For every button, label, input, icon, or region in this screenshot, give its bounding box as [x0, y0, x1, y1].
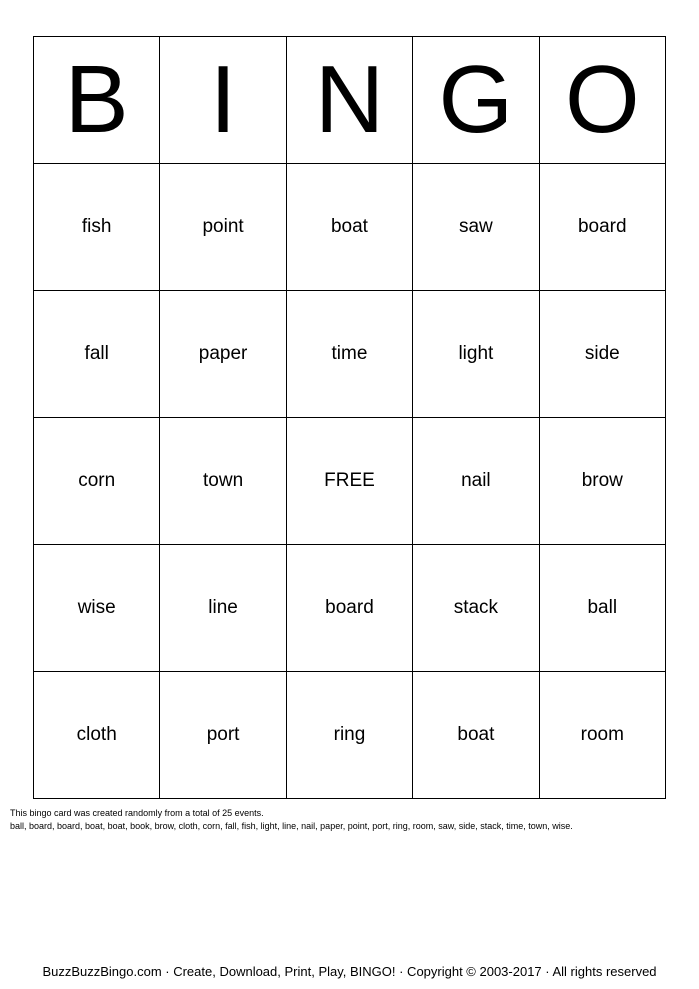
header-letter-o: O [539, 37, 665, 164]
card-cell: ball [539, 545, 665, 672]
header-row [34, 37, 666, 164]
card-cell: time [286, 291, 412, 418]
card-cell: fish [34, 164, 160, 291]
card-cell: saw [413, 164, 539, 291]
footnote-word-list: ball, board, board, boat, boat, book, brow, cloth, corn, fall, fish, light, line, nail, paper, point, port, ring, room, saw, side, stack, time, town, wise. [10, 821, 573, 831]
card-cell: town [160, 418, 286, 545]
card-footnote [10, 807, 573, 833]
card-cell: ring [286, 672, 412, 799]
card-cell: port [160, 672, 286, 799]
card-cell: nail [413, 418, 539, 545]
card-row [34, 672, 666, 799]
header-letter-b: B [34, 37, 160, 164]
card-row [34, 418, 666, 545]
card-row [34, 545, 666, 672]
page-footer: BuzzBuzzBingo.com · Create, Download, Print, Play, BINGO! · Copyright © 2003-2017 · All rights reserved [42, 964, 657, 979]
card-cell: boat [286, 164, 412, 291]
free-space-cell: FREE [286, 418, 412, 545]
card-cell: brow [539, 418, 665, 545]
header-letter-i: I [160, 37, 286, 164]
card-cell: light [413, 291, 539, 418]
bingo-card [33, 36, 666, 799]
card-cell: corn [34, 418, 160, 545]
card-cell: boat [413, 672, 539, 799]
footnote-summary: This bingo card was created randomly from a total of 25 events. [10, 808, 264, 818]
card-cell: board [539, 164, 665, 291]
card-cell: point [160, 164, 286, 291]
card-row [34, 164, 666, 291]
card-cell: fall [34, 291, 160, 418]
header-letter-g: G [413, 37, 539, 164]
card-cell: cloth [34, 672, 160, 799]
card-cell: room [539, 672, 665, 799]
header-letter-n: N [286, 37, 412, 164]
card-row [34, 291, 666, 418]
card-cell: wise [34, 545, 160, 672]
card-cell: board [286, 545, 412, 672]
card-cell: stack [413, 545, 539, 672]
card-cell: line [160, 545, 286, 672]
card-cell: paper [160, 291, 286, 418]
card-cell: side [539, 291, 665, 418]
